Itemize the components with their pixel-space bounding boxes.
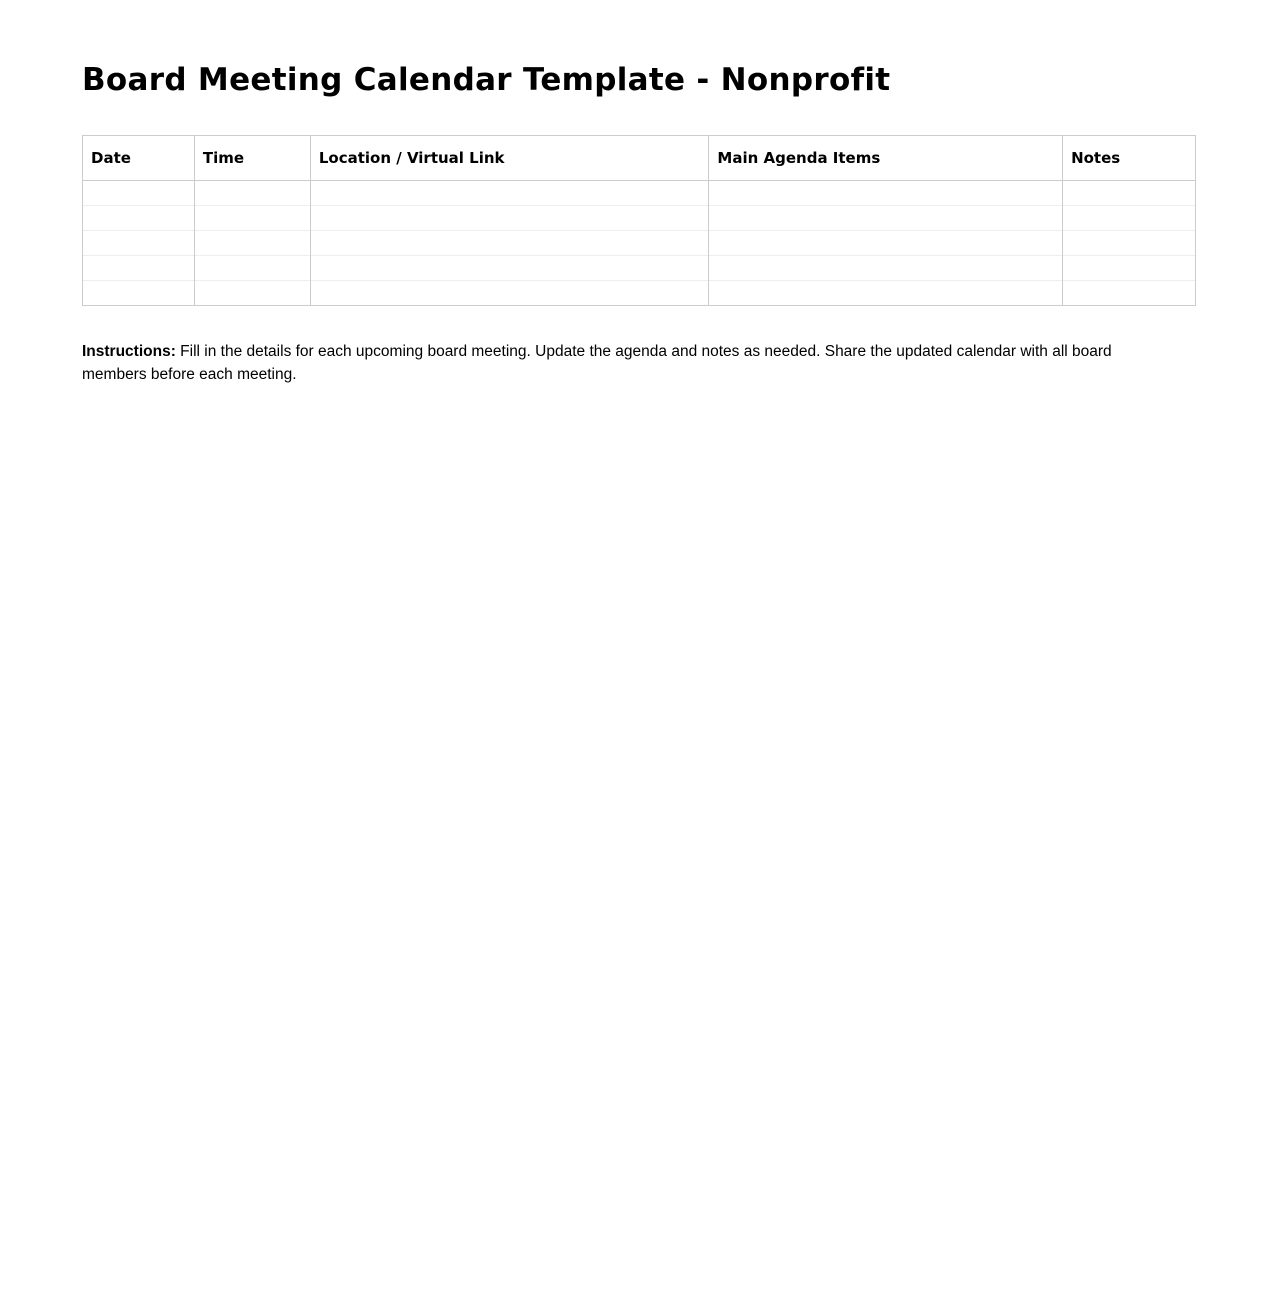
cell-notes[interactable] [1063,256,1196,281]
cell-date[interactable] [83,181,195,206]
meeting-calendar-table [82,135,1196,306]
cell-time[interactable] [194,256,310,281]
cell-time[interactable] [194,181,310,206]
cell-date[interactable] [83,231,195,256]
instructions-label: Instructions: [82,343,176,360]
table-row [83,256,1196,281]
cell-notes[interactable] [1063,231,1196,256]
cell-date[interactable] [83,256,195,281]
cell-date[interactable] [83,206,195,231]
instructions [82,340,1162,386]
cell-agenda[interactable] [709,231,1063,256]
cell-location[interactable] [310,206,709,231]
table-row [83,231,1196,256]
cell-agenda[interactable] [709,281,1063,306]
header-date: Date [83,136,195,181]
cell-notes[interactable] [1063,281,1196,306]
cell-notes[interactable] [1063,181,1196,206]
cell-time[interactable] [194,231,310,256]
table-row [83,181,1196,206]
page-title: Board Meeting Calendar Template - Nonprofit [82,62,891,98]
cell-agenda[interactable] [709,256,1063,281]
instructions-text: Fill in the details for each upcoming board meeting. Update the agenda and notes as needed. Share the updated calendar with all board members before each meeting. [82,343,1112,383]
header-notes: Notes [1063,136,1196,181]
header-agenda: Main Agenda Items [709,136,1063,181]
cell-location[interactable] [310,231,709,256]
header-location: Location / Virtual Link [310,136,709,181]
cell-location[interactable] [310,256,709,281]
cell-location[interactable] [310,181,709,206]
cell-agenda[interactable] [709,181,1063,206]
cell-notes[interactable] [1063,206,1196,231]
cell-agenda[interactable] [709,206,1063,231]
table-header-row [83,136,1196,181]
cell-date[interactable] [83,281,195,306]
header-time: Time [194,136,310,181]
table-row [83,281,1196,306]
cell-time[interactable] [194,206,310,231]
table-row [83,206,1196,231]
cell-location[interactable] [310,281,709,306]
cell-time[interactable] [194,281,310,306]
